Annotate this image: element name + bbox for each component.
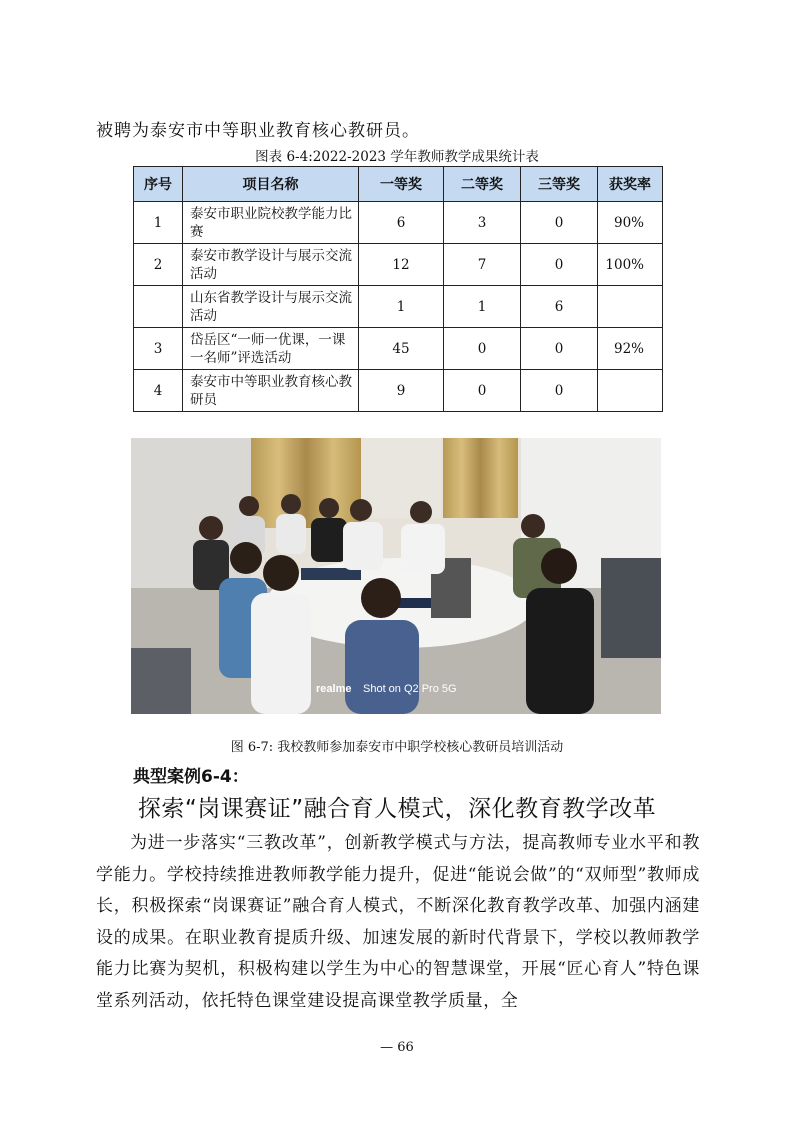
cell-second: 0 xyxy=(444,328,521,370)
photo-watermark-brand: realme xyxy=(316,683,352,695)
header-first: 一等奖 xyxy=(359,167,444,202)
cell-third: 0 xyxy=(521,370,598,412)
table-row xyxy=(134,244,663,286)
intro-line: 被聘为泰安市中等职业教育核心教研员。 xyxy=(96,121,420,141)
cell-third: 0 xyxy=(521,328,598,370)
cell-first: 1 xyxy=(359,286,444,328)
cell-rate xyxy=(598,286,663,328)
achievement-table xyxy=(133,166,663,412)
table-row xyxy=(134,202,663,244)
table-row xyxy=(134,370,663,412)
header-no: 序号 xyxy=(134,167,183,202)
cell-first: 12 xyxy=(359,244,444,286)
cell-no: 1 xyxy=(134,202,183,244)
training-photo xyxy=(131,438,661,714)
cell-name: 泰安市教学设计与展示交流活动 xyxy=(183,244,359,286)
cell-first: 45 xyxy=(359,328,444,370)
photo-watermark-text: Shot on Q2 Pro 5G xyxy=(363,683,457,695)
header-rate: 获奖率 xyxy=(598,167,663,202)
cell-third: 0 xyxy=(521,202,598,244)
cell-second: 3 xyxy=(444,202,521,244)
cell-third: 0 xyxy=(521,244,598,286)
cell-no: 2 xyxy=(134,244,183,286)
cell-rate: 100% xyxy=(598,244,663,286)
table-caption: 图表 6-4:2022-2023 学年教师教学成果统计表 xyxy=(255,149,539,165)
cell-no xyxy=(134,286,183,328)
cell-rate xyxy=(598,370,663,412)
cell-name: 山东省教学设计与展示交流活动 xyxy=(183,286,359,328)
cell-name: 岱岳区“一师一优课，一课一名师”评选活动 xyxy=(183,328,359,370)
figure-caption: 图 6-7: 我校教师参加泰安市中职学校核心教研员培训活动 xyxy=(230,740,564,755)
cell-no: 3 xyxy=(134,328,183,370)
page-number: — 66 xyxy=(380,1040,414,1055)
case-title: 探索“岗课赛证”融合育人模式，深化教育教学改革 xyxy=(137,796,657,822)
cell-name: 泰安市中等职业教育核心教研员 xyxy=(183,370,359,412)
cell-first: 6 xyxy=(359,202,444,244)
cell-rate: 90% xyxy=(598,202,663,244)
cell-third: 6 xyxy=(521,286,598,328)
cell-name: 泰安市职业院校教学能力比赛 xyxy=(183,202,359,244)
cell-first: 9 xyxy=(359,370,444,412)
body-paragraph: 为进一步落实“三教改革”，创新教学模式与方法，提高教师专业水平和教学能力。学校持续推进教师教学能力提升，促进“能说会做”的“双师型”教师成长，积极探索“岗课赛证”融合育人模式，不断深化教育教学改革、加强内涵建设的成果。在职业教育提质升级、加速发展的新时代背景下，学校以教师教学能力比赛为契机，积极构建以学生为中心的智慧课堂，开展“匠心育人”特色课堂系列活动，依托特色课堂建设提高课堂教学质量，全 xyxy=(96,833,700,1011)
header-name: 项目名称 xyxy=(183,167,359,202)
header-third: 三等奖 xyxy=(521,167,598,202)
cell-rate: 92% xyxy=(598,328,663,370)
table-row xyxy=(134,286,663,328)
table-row xyxy=(134,328,663,370)
cell-second: 7 xyxy=(444,244,521,286)
cell-no: 4 xyxy=(134,370,183,412)
cell-second: 1 xyxy=(444,286,521,328)
header-second: 二等奖 xyxy=(444,167,521,202)
cell-second: 0 xyxy=(444,370,521,412)
table-header-row xyxy=(134,167,663,202)
case-label: 典型案例6-4： xyxy=(133,767,249,787)
